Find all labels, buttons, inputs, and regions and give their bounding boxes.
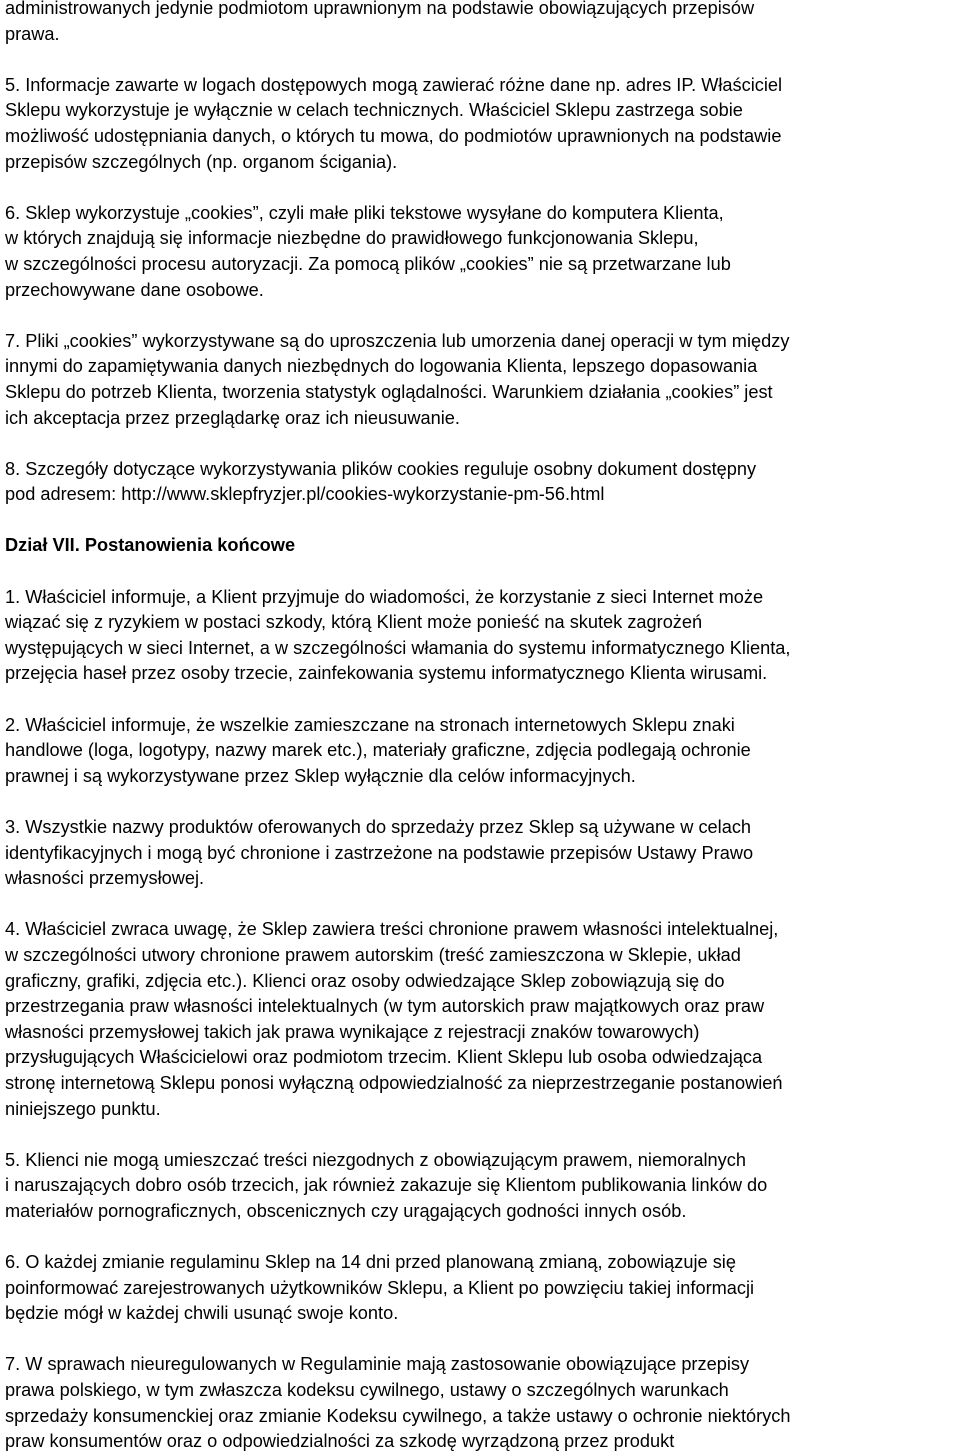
paragraph-final-2: 2. Właściciel informuje, że wszelkie zamieszczane na stronach internetowych Sklepu znaki handlowe (loga, logotypy, nazwy marek etc.), materiały graficzne, zdjęcia podlegają ochronie prawnej i są wykorzystywane przez Sklep wyłącznie dla celów informacyjnych. — [5, 714, 751, 786]
continuation-paragraph: administrowanych jedynie podmiotom uprawnionym na podstawie obowiązujących przepisów prawa. — [5, 0, 755, 44]
paragraph-cookies-7: 7. Pliki „cookies” wykorzystywane są do uproszczenia lub umorzenia danej operacji w tym między innymi do zapamiętywania danych niezbędnych do logowania Klienta, lepszego dopasowania Sklepu do potrzeb Klienta, tworzenia statystyk oglądalności. Warunkiem działania „cookies” jest ich akceptacja przez przeglądarkę oraz ich nieusuwanie. — [5, 330, 790, 428]
document-page — [5, 0, 955, 1455]
paragraph-gap — [5, 175, 955, 201]
paragraph-final-6: 6. O każdej zmianie regulaminu Sklep na 14 dni przed planowaną zmianą, zobowiązuje się poinformować zarejestrowanych użytkowników Sklepu, a Klient po powzięciu takiej informacji będzie mógł w każdej chwili usunąć swoje konto. — [5, 1252, 755, 1324]
paragraph-gap — [5, 892, 955, 918]
paragraph-gap — [5, 47, 955, 73]
paragraph-final-7: 7. W sprawach nieuregulowanych w Regulaminie mają zastosowanie obowiązujące przepisy prawa polskiego, w tym zwłaszcza kodeksu cywilnego, ustawy o szczególnych warunkach sprzedaży konsumenckiej oraz zmianie Kodeksu cywilnego, a także ustawy o ochronie niektórych praw konsumentów oraz o odpowiedzialności za szkodę wyrządzoną przez produkt — [5, 1354, 791, 1452]
paragraph-gap — [5, 1122, 955, 1148]
paragraph-gap — [5, 1327, 955, 1353]
paragraph-gap — [5, 508, 955, 534]
paragraph-gap — [5, 789, 955, 815]
paragraph-final-3: 3. Wszystkie nazwy produktów oferowanych do sprzedaży przez Sklep są używane w celach identyfikacyjnych i mogą być chronione i zastrzeżone na podstawie przepisów Ustawy Prawo własności przemysłowej. — [5, 817, 754, 889]
paragraph-gap — [5, 1225, 955, 1251]
paragraph-final-1: 1. Właściciel informuje, a Klient przyjmuje do wiadomości, że korzystanie z sieci Internet może wiązać się z ryzykiem w postaci szkody, którą Klient może ponieść na skutek zagrożeń występujących w sieci Internet, a w szczególności włamania do systemu informatycznego Klienta, przejęcia haseł przez osoby trzecie, zainfekowania systemu informatycznego Klienta wirusami. — [5, 586, 791, 684]
section-heading: Dział VII. Postanowienia końcowe — [5, 535, 296, 556]
paragraph-cookies-8: 8. Szczegóły dotyczące wykorzystywania plików cookies reguluje osobny dokument dostępny pod adresem: http://www.sklepfryzjer.pl/cookies-wykorzystanie-pm-56.html — [5, 458, 757, 505]
paragraph-final-5: 5. Klienci nie mogą umieszczać treści niezgodnych z obowiązującym prawem, niemoralnych i naruszających dobro osób trzecich, jak również zakazuje się Klientom publikowania linków do materiałów pornograficznych, obscenicznych czy urągających godności innych osób. — [5, 1149, 768, 1221]
paragraph-final-4: 4. Właściciel zwraca uwagę, że Sklep zawiera treści chronione prawem własności intelektualnej, w szczególności utwory chronione prawem autorskim (treść zamieszczona w Sklepie, układ graficzny, grafiki, zdjęcia etc.). Klienci oraz osoby odwiedzające Sklep zobowiązują się do przestrzegania praw własności intelektualnych (w tym autorskich praw majątkowych oraz praw własności przemysłowej takich jak prawa wynikające z rejestracji znaków towarowych) przysługujących Właścicielowi oraz podmiotom trzecim. Klient Sklepu lub osoba odwiedzająca stronę internetową Sklepu ponosi wyłączną odpowiedzialność za nieprzestrzeganie postanowień niniejszego punktu. — [5, 919, 783, 1119]
paragraph-cookies-6: 6. Sklep wykorzystuje „cookies”, czyli małe pliki tekstowe wysyłane do komputera Klienta, w których znajdują się informacje niezbędne do prawidłowego funkcjonowania Sklepu, w szczególności procesu autoryzacji. Za pomocą plików „cookies” nie są przetwarzane lub przechowywane dane osobowe. — [5, 202, 731, 300]
paragraph-gap — [5, 559, 955, 585]
paragraph-gap — [5, 303, 955, 329]
paragraph-gap — [5, 687, 955, 713]
paragraph-gap — [5, 431, 955, 457]
paragraph-logs-5: 5. Informacje zawarte w logach dostępowych mogą zawierać różne dane np. adres IP. Właściciel Sklepu wykorzystuje je wyłącznie w celach technicznych. Właściciel Sklepu zastrzega sobie możliwość udostępniania danych, o których tu mowa, do podmiotów uprawnionych na podstawie przepisów szczególnych (np. organom ścigania). — [5, 74, 783, 172]
